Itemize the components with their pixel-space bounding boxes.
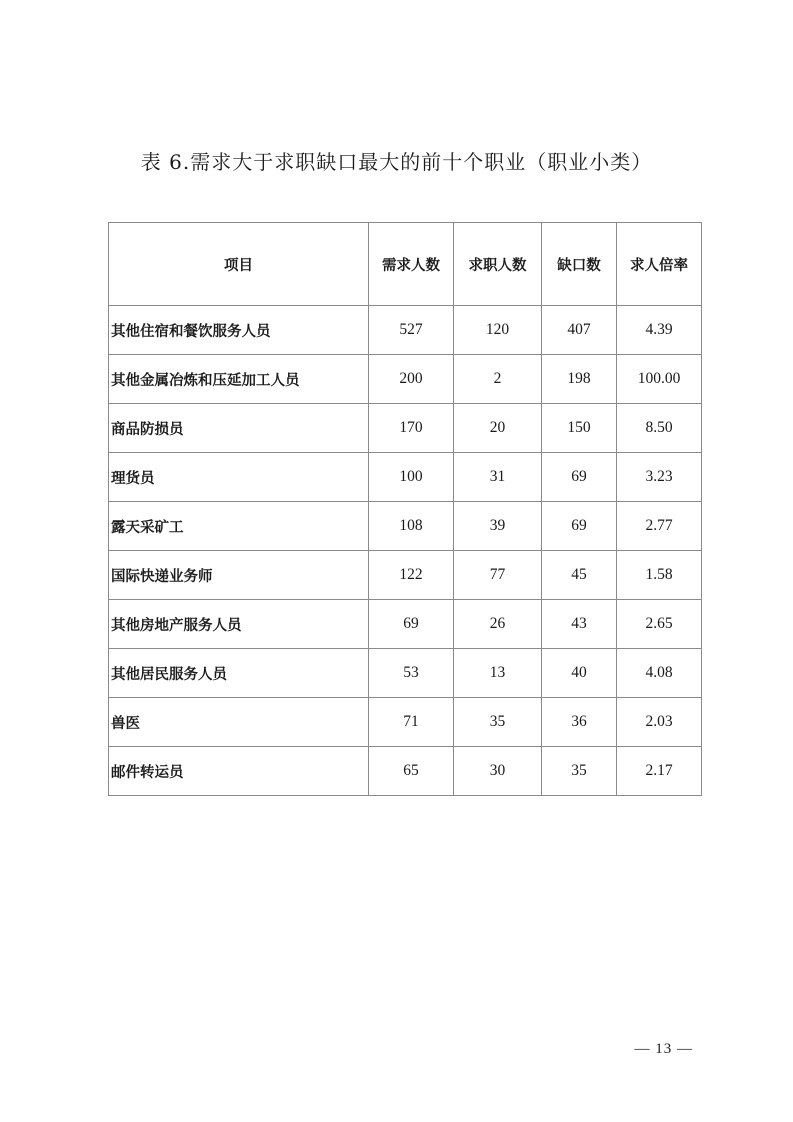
seekers-value: 13 [454,649,542,698]
header-ratio: 求人倍率 [617,223,702,306]
table-row [109,502,702,551]
occupation-name: 邮件转运员 [109,747,369,796]
gap-value: 69 [542,502,617,551]
table-row [109,747,702,796]
table-row [109,306,702,355]
table-row [109,355,702,404]
table-row [109,551,702,600]
gap-value: 36 [542,698,617,747]
ratio-value: 3.23 [617,453,702,502]
seekers-value: 26 [454,600,542,649]
ratio-value: 2.65 [617,600,702,649]
occupation-name: 其他金属冶炼和压延加工人员 [109,355,369,404]
seekers-value: 30 [454,747,542,796]
demand-value: 65 [369,747,454,796]
occupation-name: 其他居民服务人员 [109,649,369,698]
demand-value: 71 [369,698,454,747]
table-row [109,600,702,649]
gap-value: 407 [542,306,617,355]
seekers-value: 2 [454,355,542,404]
gap-value: 35 [542,747,617,796]
demand-value: 69 [369,600,454,649]
ratio-value: 8.50 [617,404,702,453]
page-number: — 13 — [634,1041,693,1057]
seekers-value: 31 [454,453,542,502]
table-row [109,698,702,747]
demand-value: 200 [369,355,454,404]
gap-value: 43 [542,600,617,649]
occupation-name: 商品防损员 [109,404,369,453]
gap-value: 40 [542,649,617,698]
seekers-value: 20 [454,404,542,453]
ratio-value: 1.58 [617,551,702,600]
occupation-name: 露天采矿工 [109,502,369,551]
seekers-value: 77 [454,551,542,600]
ratio-value: 100.00 [617,355,702,404]
gap-value: 198 [542,355,617,404]
occupation-name: 其他房地产服务人员 [109,600,369,649]
demand-value: 100 [369,453,454,502]
ratio-value: 2.77 [617,502,702,551]
header-demand: 需求人数 [369,223,454,306]
table-row [109,404,702,453]
demand-value: 122 [369,551,454,600]
gap-value: 45 [542,551,617,600]
occupation-name: 国际快递业务师 [109,551,369,600]
ratio-value: 2.03 [617,698,702,747]
table-row [109,649,702,698]
demand-value: 170 [369,404,454,453]
ratio-value: 2.17 [617,747,702,796]
ratio-value: 4.08 [617,649,702,698]
demand-value: 108 [369,502,454,551]
gap-value: 69 [542,453,617,502]
seekers-value: 35 [454,698,542,747]
seekers-value: 39 [454,502,542,551]
occupation-name: 兽医 [109,698,369,747]
seekers-value: 120 [454,306,542,355]
gap-value: 150 [542,404,617,453]
occupation-gap-table [108,222,702,796]
header-gap: 缺口数 [542,223,617,306]
table-body [109,306,702,796]
occupation-name: 理货员 [109,453,369,502]
table-header [109,223,702,306]
header-seekers: 求职人数 [454,223,542,306]
page-title: 表 6.需求大于求职缺口最大的前十个职业（职业小类） [140,150,653,174]
ratio-value: 4.39 [617,306,702,355]
header-item: 项目 [109,223,369,306]
demand-value: 53 [369,649,454,698]
table-row [109,453,702,502]
header-row [109,223,702,306]
occupation-name: 其他住宿和餐饮服务人员 [109,306,369,355]
demand-value: 527 [369,306,454,355]
